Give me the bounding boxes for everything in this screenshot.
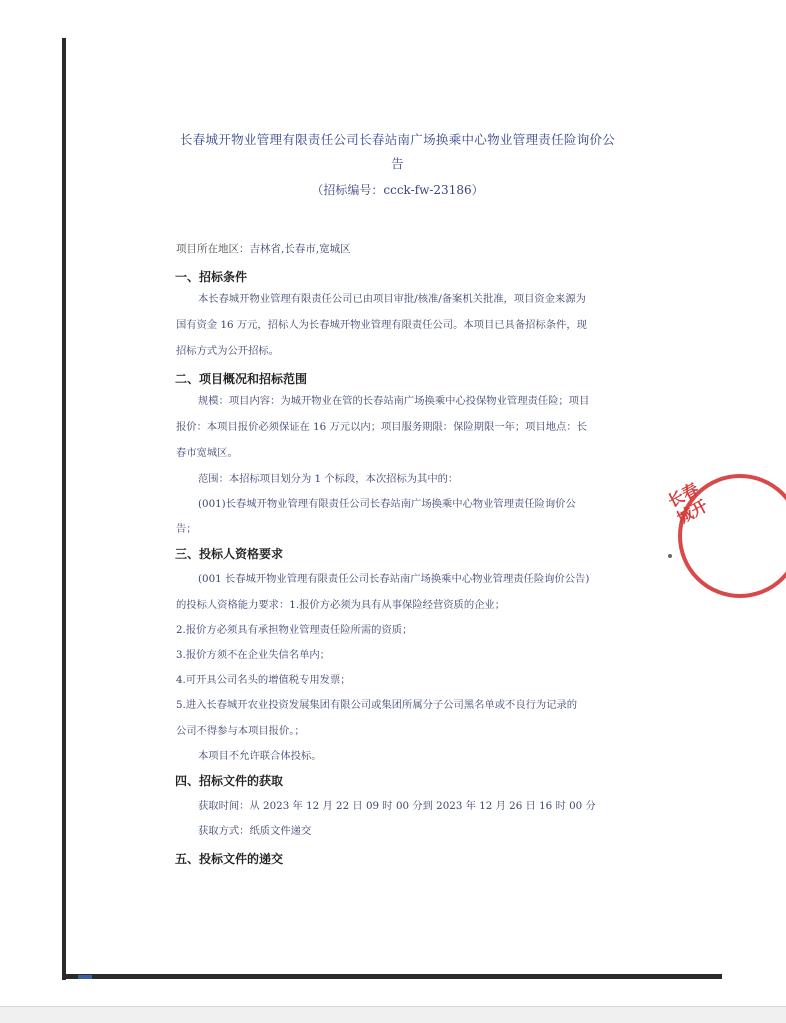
s3-qual-line-2: 2.报价方必须具有承担物业管理责任险所需的资质； bbox=[176, 624, 413, 636]
region-label: 项目所在地区： bbox=[176, 243, 250, 255]
s1-line-2: 国有资金 16 万元，招标人为长春城开物业管理有限责任公司。本项目已具备招标条件，现 bbox=[176, 319, 587, 331]
s3-qual-line-4: 4.可开具公司名头的增值税专用发票； bbox=[176, 674, 351, 686]
s3-qual-line-5a: 5.进入长春城开农业投资发展集团有限公司或集团所属分子公司黑名单或不良行为记录的 bbox=[176, 699, 578, 711]
s3-qual-line-5b: 公司不得参与本项目报价。； bbox=[176, 725, 305, 737]
section-heading-4: 四、招标文件的获取 bbox=[175, 774, 284, 788]
seal-text: 长春城开 bbox=[664, 479, 711, 528]
scan-left-edge bbox=[62, 38, 66, 980]
title-line-1: 长春城开物业管理有限责任公司长春站南广场换乘中心物业管理责任险询价公 bbox=[179, 132, 616, 147]
s2-scale-line-2: 报价：本项目报价必须保证在 16 万元以内；项目服务期限：保险期限一年；项目地点：长 bbox=[176, 421, 587, 433]
document-title bbox=[170, 128, 625, 176]
s4-method: 获取方式：纸质文件递交 bbox=[198, 825, 312, 837]
s4-time: 获取时间：从 2023 年 12 月 22 日 09 时 00 分到 2023 年 12 月 26 日 16 时 00 分 bbox=[198, 800, 596, 812]
scan-speck bbox=[668, 554, 672, 558]
s3-qual-line-1b: 的投标人资格能力要求：1.报价方必须为具有从事保险经营资质的企业； bbox=[176, 599, 506, 611]
section-heading-5: 五、投标文件的递交 bbox=[175, 852, 284, 866]
s3-qual-line-3: 3.报价方须不在企业失信名单内； bbox=[176, 649, 330, 661]
region-value: 吉林省,长春市,宽城区 bbox=[249, 243, 351, 255]
s1-line-3: 招标方式为公开招标。 bbox=[176, 345, 279, 357]
viewer-bottom-bar bbox=[0, 1006, 786, 1023]
title-line-2: 告 bbox=[391, 156, 404, 171]
section-heading-1: 一、招标条件 bbox=[175, 270, 248, 284]
scan-bottom-edge bbox=[62, 974, 722, 979]
s2-scale-line-3: 春市宽城区。 bbox=[176, 447, 238, 459]
s2-scope: 范围：本招标项目划分为 1 个标段，本次招标为其中的： bbox=[198, 473, 459, 485]
section-heading-2: 二、项目概况和招标范围 bbox=[175, 372, 308, 386]
s3-joint-bid: 本项目不允许联合体投标。 bbox=[198, 750, 322, 762]
section-heading-3: 三、投标人资格要求 bbox=[175, 547, 284, 561]
scan-bottom-accent bbox=[78, 975, 92, 979]
s3-qual-line-1a: (001 长春城开物业管理有限责任公司长春站南广场换乘中心物业管理责任险询价公告) bbox=[198, 573, 590, 585]
s1-line-1: 本长春城开物业管理有限责任公司已由项目审批/核准/备案机关批准，项目资金来源为 bbox=[198, 293, 586, 305]
s2-lot-line-2: 告； bbox=[176, 523, 197, 535]
s2-lot-line-1: (001)长春城开物业管理有限责任公司长春站南广场换乘中心物业管理责任险询价公 bbox=[198, 498, 576, 510]
s2-scale-line-1: 规模：项目内容：为城开物业在管的长春站南广场换乘中心投保物业管理责任险；项目 bbox=[198, 395, 590, 407]
bid-number: （招标编号：ccck-fw-23186） bbox=[311, 183, 484, 197]
project-region bbox=[176, 241, 351, 256]
